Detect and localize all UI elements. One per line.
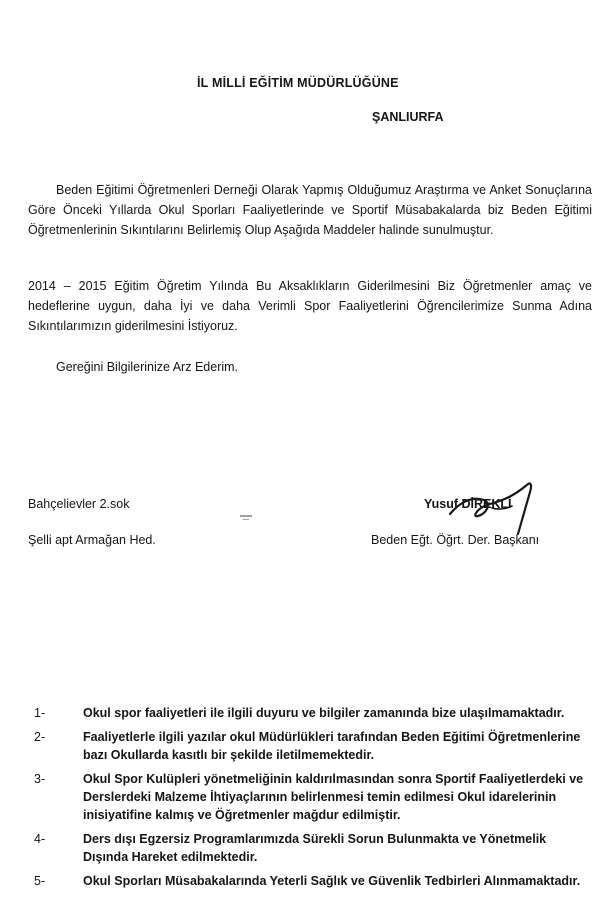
item-number: 1- [34,706,46,720]
item-number: 4- [34,832,46,846]
item-number: 3- [34,772,46,786]
item-text: Okul Spor Kulüpleri yönetmeliğinin kaldırılmasından sonra Sportif Faaliyetlerdeki ve Derslerdeki Malzeme İhtiyaçlarının belirlenmesi temin edilmesi Okul idarelerinin inisiyatifine kalmış ve Öğretmenler mağdur edilmiştir. [83,772,584,822]
item-text: Okul spor faaliyetleri ile ilgili duyuru ve bilgiler zamanında bize ulaşılmamaktadır. [83,706,565,720]
item-number: 2- [34,730,46,744]
list-item [28,830,594,866]
signatory-title: Beden Eğt. Öğrt. Der. Başkanı [371,533,540,547]
city-heading: ŞANLIURFA [372,110,444,124]
item-text: Ders dışı Egzersiz Programlarımızda Sürekli Sorun Bulunmakta ve Yönetmelik Dışında Hareket edilmektedir. [83,832,547,864]
closing-line: Gereğini Bilgilerinize Arz Ederim. [56,360,239,374]
list-item [28,728,594,764]
item-text: Faaliyetlerle ilgili yazılar okul Müdürlükleri tarafından Beden Eğitimi Öğretmenlerine bazı Okullarda kasıtlı bir şekilde iletilmemektedir. [83,730,581,762]
list-item [28,872,594,890]
address-line-2: Şelli apt Armağan Hed. [28,533,156,547]
scan-speck [240,515,252,517]
list-item [28,704,594,722]
item-number: 5- [34,874,46,888]
item-text: Okul Sporları Müsabakalarında Yeterli Sağlık ve Güvenlik Tedbirleri Alınmamaktadır. [83,874,581,888]
issue-list [28,704,594,896]
scan-speck [243,519,249,520]
address-line-1: Bahçelievler 2.sok [28,497,130,511]
handwritten-signature [432,474,552,544]
list-item [28,770,594,824]
signatory-name: Yusuf DİREKLİ [424,497,512,511]
recipient-heading: İL MİLLİ EĞİTİM MÜDÜRLÜĞÜNE [197,76,399,90]
body-paragraph-1: Beden Eğitimi Öğretmenleri Derneği Olarak Yapmış Olduğumuz Araştırma ve Anket Sonuçlarına Göre Önceki Yıllarda Okul Sporları Faaliyetlerinde ve Sportif Müsabakalarda biz Beden Eğitimi Öğretmenlerinin Sıkıntılarını Belirlemiş Olup Aşağıda Maddeler halinde sunulmuştur. [28,183,592,237]
body-paragraph-2: 2014 – 2015 Eğitim Öğretim Yılında Bu Aksaklıkların Giderilmesini Biz Öğretmenler amaç ve hedeflerine uygun, daha İyi ve daha Verimli Spor Faaliyetlerini Öğrencilerimize Sunma Adına Sıkıntılarımızın giderilmesini İstiyoruz. [28,279,592,333]
